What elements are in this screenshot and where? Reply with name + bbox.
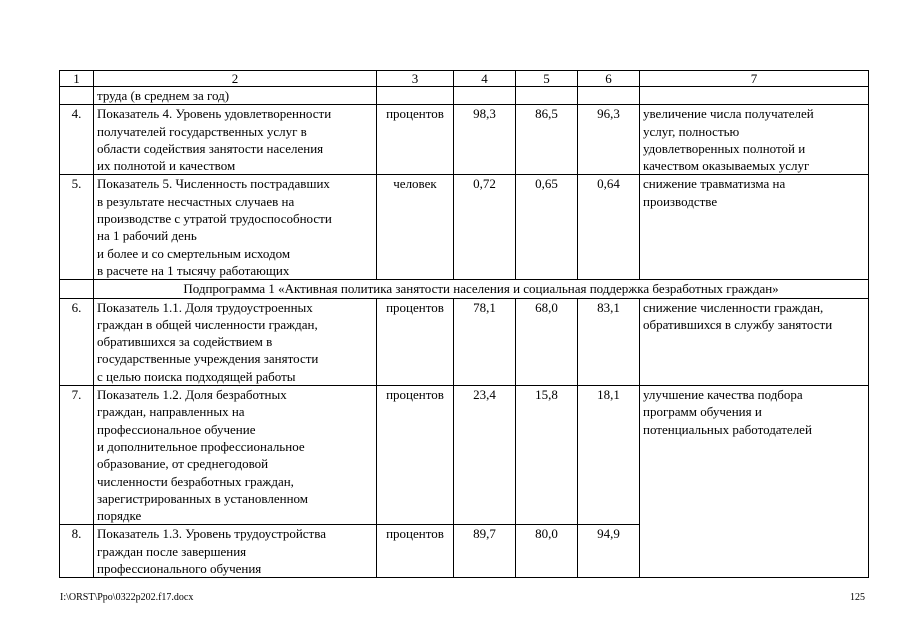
- comment-line: снижение численности граждан,: [643, 299, 824, 315]
- comment-line: качеством оказываемых услуг: [643, 158, 810, 174]
- comment-line: услуг, полностью: [643, 123, 740, 139]
- indicator-line: государственные учреждения занятости: [97, 351, 319, 367]
- indicator-cell: [94, 105, 377, 175]
- continuation-text: труда (в среднем за год): [94, 87, 377, 105]
- indicator-line: Показатель 1.2. Доля безработных: [97, 387, 287, 403]
- column-number-row: [60, 71, 869, 87]
- value-col5: 80,0: [516, 525, 578, 578]
- continuation-row: [60, 87, 869, 105]
- comment-cell: [640, 175, 869, 280]
- indicator-line: граждан, направленных на: [97, 404, 245, 420]
- indicator-cell: [94, 386, 377, 525]
- indicator-line: и более и со смертельным исходом: [97, 245, 291, 261]
- comment-line: производстве: [643, 193, 718, 209]
- unit-cell: человек: [377, 175, 454, 280]
- unit-cell: процентов: [377, 298, 454, 385]
- indicator-line: с целью поиска подходящей работы: [97, 368, 296, 384]
- indicator-line: Показатель 1.3. Уровень трудоустройства: [97, 526, 326, 542]
- indicator-cell: [94, 525, 377, 578]
- col-header-7: 7: [640, 71, 869, 87]
- unit-cell: процентов: [377, 525, 454, 578]
- table-row: [60, 386, 869, 525]
- comment-line: улучшение качества подбора: [643, 387, 803, 403]
- value-col6: 0,64: [578, 175, 640, 280]
- indicator-line: образование, от среднегодовой: [97, 456, 269, 472]
- value-col4: 98,3: [454, 105, 516, 175]
- comment-line: потенциальных работодателей: [643, 421, 812, 437]
- comment-line: программ обучения и: [643, 404, 762, 420]
- footer-page-number: 125: [850, 592, 865, 603]
- table-row: [60, 105, 869, 175]
- col-header-5: 5: [516, 71, 578, 87]
- value-col5: 0,65: [516, 175, 578, 280]
- indicator-line: Показатель 5. Численность пострадавших: [97, 176, 330, 192]
- indicator-line: на 1 рабочий день: [97, 228, 197, 244]
- comment-cell: [640, 298, 869, 385]
- value-col5: 68,0: [516, 298, 578, 385]
- value-col4: 0,72: [454, 175, 516, 280]
- unit-cell: процентов: [377, 105, 454, 175]
- value-col6: 18,1: [578, 386, 640, 525]
- subprogram-title: Подпрограмма 1 «Активная политика занятости населения и социальная поддержка безработных граждан»: [94, 280, 869, 298]
- col-header-2: 2: [94, 71, 377, 87]
- unit-cell: процентов: [377, 386, 454, 525]
- indicator-line: профессионального обучения: [97, 561, 262, 577]
- indicator-line: Показатель 4. Уровень удовлетворенности: [97, 106, 332, 122]
- table-row: [60, 298, 869, 385]
- indicator-line: области содействия занятости населения: [97, 140, 324, 156]
- footer-file-path: I:\ORST\Ppo\0322p202.f17.docx: [60, 592, 194, 603]
- row-number: 4.: [60, 105, 94, 175]
- row-number: 8.: [60, 525, 94, 578]
- indicator-line: профессиональное обучение: [97, 421, 256, 437]
- indicator-line: порядке: [97, 508, 142, 524]
- value-col4: 23,4: [454, 386, 516, 525]
- indicator-line: Показатель 1.1. Доля трудоустроенных: [97, 299, 313, 315]
- comment-line: обратившихся в службу занятости: [643, 316, 833, 332]
- value-col5: 15,8: [516, 386, 578, 525]
- value-col4: 78,1: [454, 298, 516, 385]
- value-col6: 94,9: [578, 525, 640, 578]
- comment-line: удовлетворенных полнотой и: [643, 140, 806, 156]
- value-col5: 86,5: [516, 105, 578, 175]
- indicator-cell: [94, 175, 377, 280]
- indicator-line: получателей государственных услуг в: [97, 123, 307, 139]
- col-header-4: 4: [454, 71, 516, 87]
- indicator-line: численности безработных граждан,: [97, 473, 294, 489]
- col-header-3: 3: [377, 71, 454, 87]
- comment-line: увеличение числа получателей: [643, 106, 814, 122]
- col-header-6: 6: [578, 71, 640, 87]
- indicator-line: производстве с утратой трудоспособности: [97, 211, 332, 227]
- indicator-line: их полнотой и качеством: [97, 158, 236, 174]
- indicator-line: в результате несчастных случаев на: [97, 193, 295, 209]
- indicator-line: граждан после завершения: [97, 543, 247, 559]
- comment-cell: [640, 386, 869, 578]
- row-number: 6.: [60, 298, 94, 385]
- indicator-line: граждан в общей численности граждан,: [97, 316, 318, 332]
- indicator-line: в расчете на 1 тысячу работающих: [97, 262, 290, 278]
- indicators-table: [59, 70, 869, 578]
- indicator-cell: [94, 298, 377, 385]
- value-col4: 89,7: [454, 525, 516, 578]
- row-number: 7.: [60, 386, 94, 525]
- row-number: 5.: [60, 175, 94, 280]
- subprogram-row: [60, 280, 869, 298]
- table-row: [60, 175, 869, 280]
- col-header-1: 1: [60, 71, 94, 87]
- indicator-line: и дополнительное профессиональное: [97, 438, 305, 454]
- comment-line: снижение травматизма на: [643, 176, 786, 192]
- value-col6: 83,1: [578, 298, 640, 385]
- comment-cell: [640, 105, 869, 175]
- indicator-line: обратившихся за содействием в: [97, 334, 273, 350]
- value-col6: 96,3: [578, 105, 640, 175]
- indicator-line: зарегистрированных в установленном: [97, 490, 309, 506]
